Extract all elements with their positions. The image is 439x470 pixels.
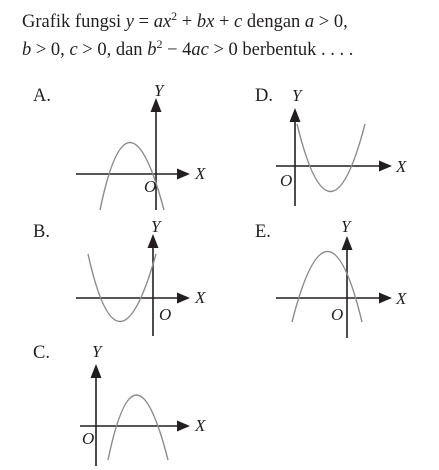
question-line-1 bbox=[22, 8, 432, 36]
y-axis-arrow-icon bbox=[290, 108, 301, 122]
option-a-graph[interactable] bbox=[60, 82, 220, 212]
y-axis-label: Y bbox=[92, 342, 102, 361]
var-x: x bbox=[162, 12, 172, 32]
y-axis-arrow-icon bbox=[342, 236, 353, 250]
cond-a: > 0, bbox=[314, 12, 348, 32]
cond-var-a: a bbox=[304, 12, 315, 32]
option-c-graph[interactable] bbox=[60, 338, 220, 470]
y-axis-label: Y bbox=[154, 81, 164, 100]
question-line-2 bbox=[22, 36, 432, 64]
option-b-label[interactable]: B. bbox=[33, 222, 50, 242]
text-fungsi: Grafik fungsi bbox=[22, 12, 126, 32]
option-d-graph[interactable] bbox=[270, 82, 430, 212]
cond-c: > 0, dan bbox=[77, 40, 148, 60]
x-axis-arrow-icon bbox=[177, 169, 190, 180]
cond-var-c: c bbox=[69, 40, 78, 60]
origin-label: O bbox=[82, 429, 95, 448]
origin-label: O bbox=[280, 171, 293, 190]
cond-b: > 0, bbox=[31, 40, 70, 60]
origin-label: O bbox=[144, 177, 157, 196]
parabola-curve bbox=[88, 254, 156, 322]
option-b-graph[interactable] bbox=[60, 216, 220, 346]
text-dengan: dengan bbox=[242, 12, 305, 32]
option-e-graph[interactable] bbox=[270, 216, 430, 346]
var-a: a bbox=[153, 12, 163, 32]
var-c: c bbox=[234, 12, 243, 32]
y-axis-arrow-icon bbox=[151, 98, 162, 112]
x-axis-arrow-icon bbox=[379, 161, 392, 172]
parabola-curve bbox=[292, 252, 362, 323]
x-axis-label: X bbox=[195, 416, 206, 435]
x-axis-label: X bbox=[195, 164, 206, 183]
option-a-label[interactable]: A. bbox=[33, 86, 51, 106]
disc-minus-4: − 4 bbox=[162, 40, 192, 60]
var-y: y bbox=[125, 12, 135, 32]
y-axis-label: Y bbox=[292, 86, 302, 105]
eq-sign: = bbox=[134, 12, 154, 32]
x-axis-label: X bbox=[396, 157, 407, 176]
question-text bbox=[22, 8, 432, 64]
plus-2: + bbox=[214, 12, 235, 32]
origin-label: O bbox=[331, 305, 344, 324]
parabola-curve bbox=[108, 395, 168, 460]
y-axis-arrow-icon bbox=[91, 364, 102, 378]
y-axis-arrow-icon bbox=[148, 234, 159, 248]
option-d-label[interactable]: D. bbox=[255, 86, 273, 106]
disc-var-ac: ac bbox=[191, 40, 209, 60]
y-axis-label: Y bbox=[341, 217, 351, 236]
x-axis-arrow-icon bbox=[379, 293, 392, 304]
plus-1: + bbox=[177, 12, 197, 32]
cond-var-b: b bbox=[22, 40, 32, 60]
x-axis-arrow-icon bbox=[177, 293, 190, 304]
option-e-label[interactable]: E. bbox=[255, 222, 271, 242]
var-b: b bbox=[196, 12, 207, 32]
y-axis-label: Y bbox=[151, 217, 161, 236]
disc-exp-2: 2 bbox=[156, 37, 163, 51]
disc-var-b: b bbox=[147, 40, 157, 60]
origin-label: O bbox=[159, 305, 172, 324]
var-x-2: x bbox=[206, 12, 215, 32]
parabola-curve bbox=[297, 124, 365, 192]
x-axis-label: X bbox=[195, 288, 206, 307]
x-axis-label: X bbox=[396, 289, 407, 308]
text-berbentuk: > 0 berbentuk . . . . bbox=[208, 40, 354, 60]
option-c-label[interactable]: C. bbox=[33, 343, 50, 363]
x-axis-arrow-icon bbox=[177, 421, 190, 432]
exp-2: 2 bbox=[171, 9, 178, 23]
